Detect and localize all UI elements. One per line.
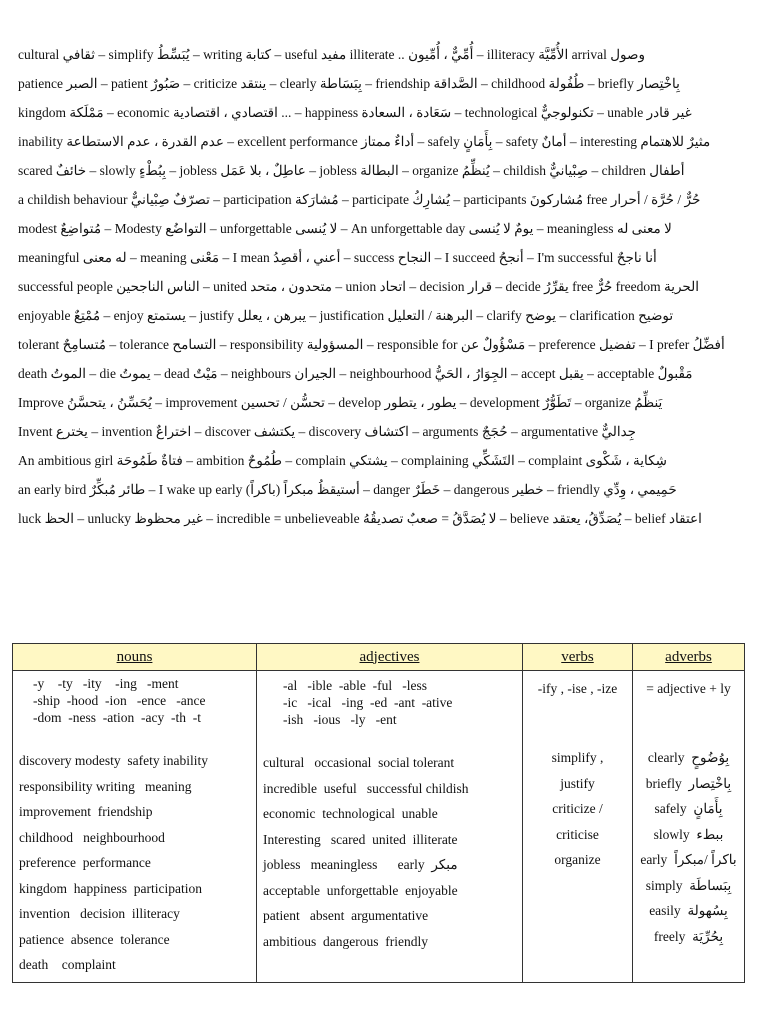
nouns-cell <box>13 671 257 983</box>
suffix-line: -y -ty -ity -ing -ment <box>33 676 179 691</box>
verbs-cell <box>523 671 633 983</box>
adverbs-header <box>633 644 745 671</box>
suffix-line: -dom -ness -ation -acy -th -t <box>33 710 201 725</box>
verbs-suffix: -ify , -ise , -ize <box>537 681 618 696</box>
word-line: simply بِبَساطَة <box>645 877 732 893</box>
word-line: slowly ببطء <box>653 826 724 842</box>
word-line: invention decision illiteracy <box>19 906 180 921</box>
suffix-line: -ic -ical -ing -ed -ant -ative <box>283 695 453 710</box>
word-line: criticize / <box>552 801 603 816</box>
word-line: jobless meaningless early مبكر <box>263 857 458 872</box>
vocab-line: inability عدم القدرة ، عدم الاستطاعة – excellent performance أداءٌ ممتاز – safely بِأَمَانٍ – safety أمانٌ – interesting مثيرٌ للاهتمام <box>18 134 711 149</box>
word-line: safely بِأَمَانٍ <box>654 801 723 816</box>
nouns-header-label: nouns <box>116 648 153 665</box>
adverbs-header-label: adverbs <box>665 648 712 665</box>
word-line: Interesting scared united illiterate <box>263 831 458 847</box>
vocab-line: death الموتُ – die يموتُ – dead مَيْتٌ – neighbours الجيران – neighbourhood الجِوَارُ ، الحَيُّ – accept يقبل – acceptable مَقْبولٌ <box>18 366 693 381</box>
word-line: cultural occasional social tolerant <box>263 755 455 770</box>
table-header-row <box>13 644 745 671</box>
word-line: freely بِحُرِّيَة <box>653 928 724 944</box>
nouns-word-list <box>13 726 256 978</box>
word-line: preference performance <box>19 855 151 870</box>
adverbs-suffix: = adjective + ly <box>646 681 731 696</box>
vocab-line: meaningful له معنى – meaning مَعْنى – I mean أعني ، أقصِدُ – success النجاح – I succeed أنجحُ – I'm successful أنا ناجحٌ <box>18 250 657 265</box>
vocab-line: Invent يخترع – invention اختراعٌ – discover يكتشف – discovery اكتشاف – arguments حُجَجٌ – argumentative جِداليٌّ <box>18 424 637 439</box>
adverbs-cell <box>633 671 745 983</box>
word-line: simplify , <box>551 750 604 765</box>
vocab-line: luck الحظ – unlucky غير محظوظ – incredible = unbelieveable لا يُصَدَّقُ = صعبٌ تصديقُهُ – believe يُصَدِّقُ، يعتقد – belief اعتقاد <box>18 511 702 526</box>
adjectives-suffix-list <box>257 671 522 728</box>
vocab-line: patience الصبر – patient صَبُورٌ – criticize ينتقد – clearly بِبَسَاطة – friendship الصَّداقة – childhood طُفُولة – briefly بِاخْتِصار <box>18 76 680 91</box>
word-line: acceptable unforgettable enjoyable <box>263 882 458 898</box>
word-line: discovery modesty safety inability <box>19 753 208 768</box>
nouns-suffix-list <box>13 671 256 726</box>
verbs-header <box>523 644 633 671</box>
word-line: patient absent argumentative <box>263 908 429 923</box>
vocab-line: successful people الناس الناجحين – united متحدون ، متحد – union اتحاد – decision قرار – decide يقرِّرُ free حُرٌّ freedom الحرية <box>18 279 700 294</box>
word-line: death complaint <box>19 957 116 972</box>
word-line: responsibility writing meaning <box>19 778 192 794</box>
word-forms-table <box>12 643 745 983</box>
vocab-line: kingdom مَمْلَكة – economic اقتصادي ، اقتصادية ... – happiness سَعَادة ، السعادة – technological تكنولوجيٌّ – unable غير قادر <box>18 105 692 120</box>
vocab-line: tolerant مُتسامِحٌ – tolerance التسامح – responsibility المسؤولية – responsible for مَسْؤُولٌ عن – preference تفضيل – I prefer أفضِّلُ <box>18 337 725 352</box>
word-line: improvement friendship <box>19 804 153 819</box>
suffix-line: -ship -hood -ion -ence -ance <box>33 693 206 708</box>
suffix-line: -ish -ious -ly -ent <box>283 712 397 727</box>
word-line: justify <box>560 775 595 791</box>
table-body-row <box>13 671 745 983</box>
vocab-line: enjoyable مُمْتِعٌ – enjoy يستمتع – justify يبرهن ، يعلل – justification البرهنة / التعليل – clarify يوضح – clarification توضيح <box>18 308 674 323</box>
vocab-line: an early bird طائر مُبكِّرٌ – I wake up early (باكراً) أستيقظُ مبكراً – danger خَطَرٌ – dangerous خطير – friendly حَمِيمي ، وِدِّي <box>18 482 677 497</box>
adverbs-word-list <box>633 697 744 949</box>
nouns-header <box>13 644 257 671</box>
word-line: organize <box>554 852 601 867</box>
vocab-line: An ambitious girl فتاةٌ طَمُوحَة – ambition طُمُوحٌ – complain يشتكي – complaining التَشَكِّي – complaint شِكاية ، شَكْوى <box>18 453 667 468</box>
vocab-line: modest مُتواضِعٌ – Modesty التواضُع – unforgettable لا يُنسى – An unforgettable day يومٌ لا يُنسى – meaningless لا معنى له <box>18 221 672 236</box>
word-line: incredible useful successful childish <box>263 780 469 796</box>
vocab-line: Improve يُحَسِّنُ ، يتحسَّنُ – improvement تحسُّن / تحسين – develop يطور ، يتطور – development تَطَوُّرٌ – organize يَنظِّمُ <box>18 395 663 410</box>
word-line: clearly بِوُضُوحٍ <box>647 750 730 765</box>
adjectives-header <box>257 644 523 671</box>
vocab-line: a childish behaviour تصرّفٌ صِبْيانيٌّ – participation مُشارَكة – participate يُشارِكُ – participants مُشاركونَ free حُرٌّ / حُرَّة / أحرار <box>18 192 701 207</box>
vocab-line: cultural ثقافي – simplify يُبَسِّطُ – writing كتابة – useful مفيد illiterate .. أُمِّيٌّ ، أُمِّيون – illiteracy الأُمِّيَّة arrival وصول <box>18 47 645 62</box>
adjectives-header-label: adjectives <box>359 648 420 665</box>
word-line: childhood neighbourhood <box>19 829 165 845</box>
adjectives-cell <box>257 671 523 983</box>
word-line: kingdom happiness participation <box>19 880 202 896</box>
suffix-line: -al -ible -able -ful -less <box>283 678 427 693</box>
adjectives-word-list <box>257 728 522 954</box>
word-line: criticise <box>556 826 599 842</box>
word-line: ambitious dangerous friendly <box>263 933 428 949</box>
vocabulary-list <box>18 40 760 533</box>
vocab-line: scared خائفٌ – slowly بِبُطْءٍ – jobless عاطِلٌ ، بلا عَمَل – jobless البطالة – organize يُنظِّمُ – childish صِبْيانيٌّ – children أطفال <box>18 163 685 178</box>
word-line: patience absence tolerance <box>19 931 170 947</box>
word-line: briefly بِاخْتِصار <box>645 775 732 791</box>
word-line: easily بِسُهولة <box>649 903 728 918</box>
word-line: early باكراً /مبكراً <box>640 852 737 867</box>
verbs-header-label: verbs <box>561 648 594 665</box>
verbs-word-list <box>523 697 632 873</box>
word-line: economic technological unable <box>263 806 438 821</box>
